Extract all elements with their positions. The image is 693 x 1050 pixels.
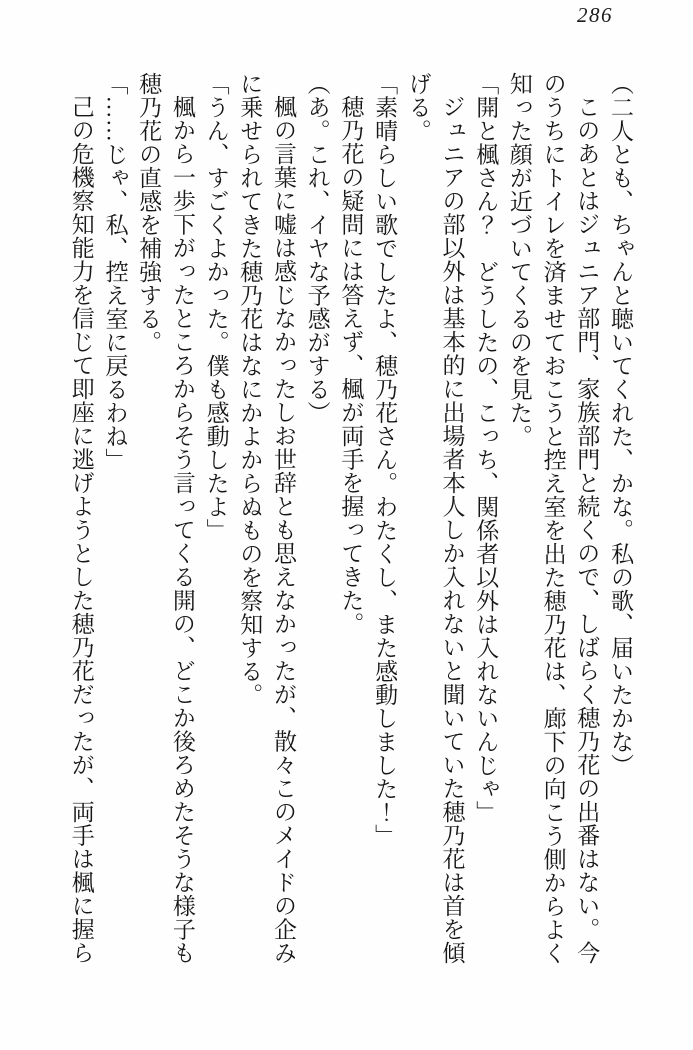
paragraph: （二人とも、ちゃんと聴いてくれた、かな。私の歌、届いたかな） bbox=[608, 72, 633, 777]
paragraph: 「……じゃ、私、控え室に戻るわね」 bbox=[102, 72, 128, 472]
paragraph: 楓から一歩下がったところからそう言ってくる開の、どこか後ろめたそうな様子も穂乃花の直感を補強する。 bbox=[136, 72, 195, 965]
paragraph: 「開と楓さん？ どうしたの、こっち、関係者以外は入れないんじゃ」 bbox=[473, 72, 499, 824]
paragraph: ジュニアの部以外は基本的に出場者本人しか入れないと聞いていた穂乃花は首を傾げる。 bbox=[405, 72, 465, 965]
paragraph: 楓の言葉に嘘は感じなかったしお世辞とも思えなかったが、散々このメイドの企みに乗せられてきた穂乃花はなにかよからぬものを察知する。 bbox=[237, 72, 296, 965]
body-text bbox=[64, 72, 637, 968]
paragraph: 穂乃花の疑問には答えず、楓が両手を握ってきた。 bbox=[338, 95, 364, 636]
paragraph: 「素晴らしい歌でしたよ、穂乃花さん。わたくし、また感動しました！」 bbox=[372, 72, 398, 848]
paragraph: 己の危機察知能力を信じて即座に逃げようとした穂乃花だったが、両手は楓に握ら bbox=[68, 95, 94, 965]
paragraph: 「うん、すごくよかった。僕も感動したよ」 bbox=[203, 72, 229, 542]
paragraph: （あ。これ、イヤな予感がする） bbox=[304, 72, 330, 425]
page-number: 286 bbox=[577, 3, 613, 27]
paragraph: このあとはジュニア部門、家族部門と続くので、しばらく穂乃花の出番はない。今のうちにトイレを済ませておこうと控え室を出た穂乃花は、廊下の向こう側からよく知った顔が近づいてくるのを見た。 bbox=[506, 72, 600, 965]
